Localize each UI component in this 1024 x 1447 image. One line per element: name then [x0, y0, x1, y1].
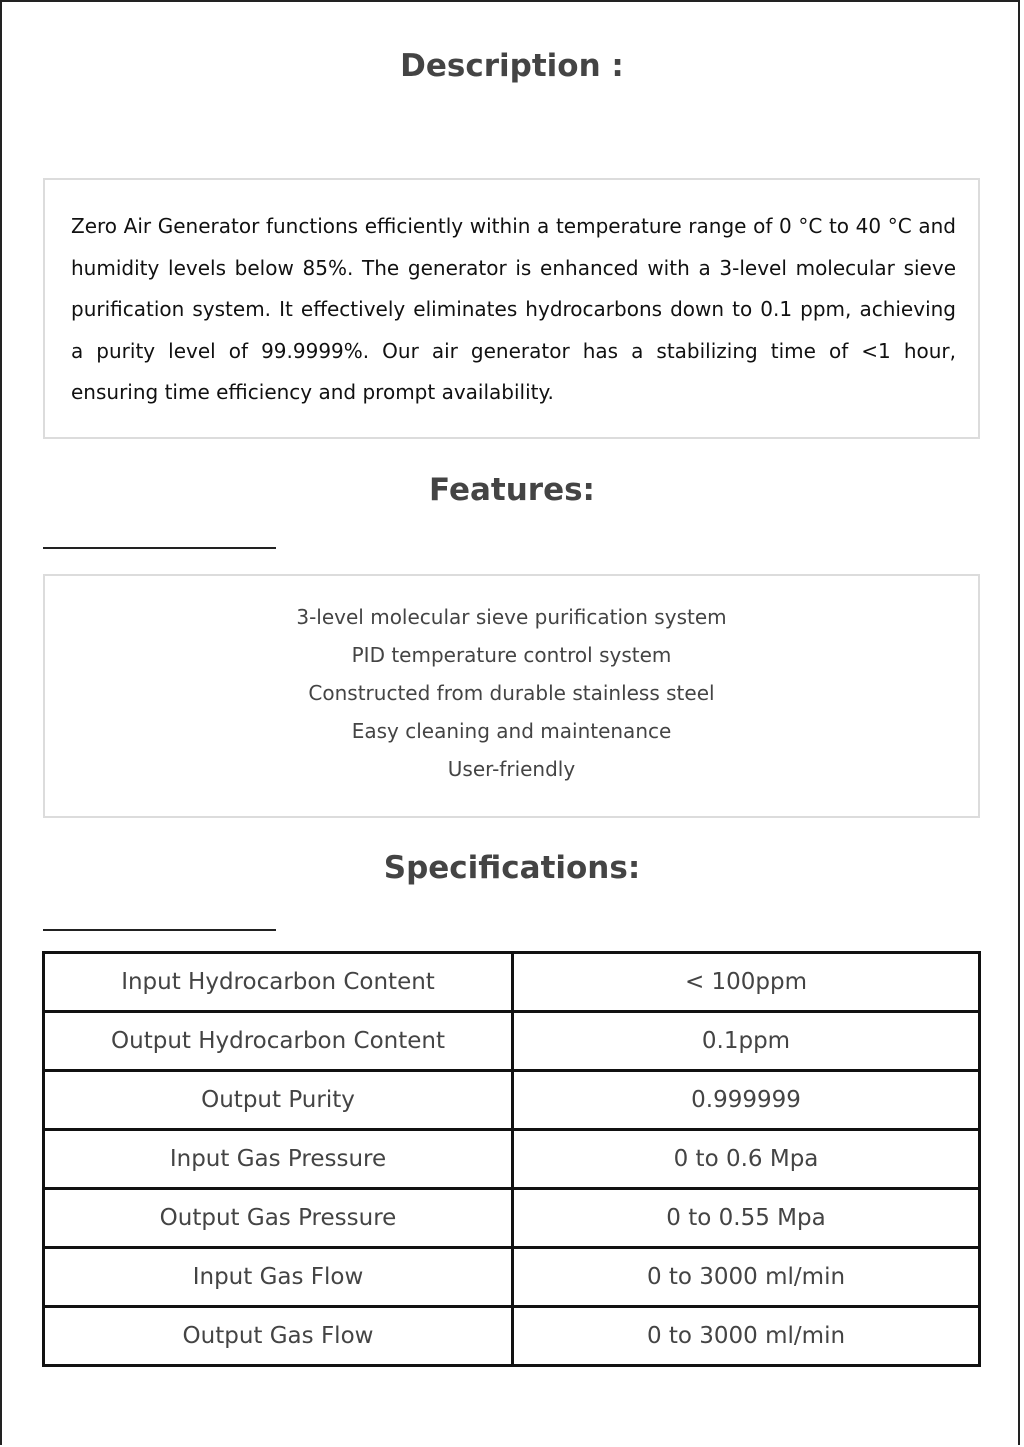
features-divider: [43, 547, 276, 549]
features-list: [45, 598, 978, 788]
feature-item: PID temperature control system: [351, 643, 672, 667]
spec-value: 0 to 3000 ml/min: [513, 1307, 980, 1366]
table-row: [44, 953, 980, 1012]
table-row: [44, 1012, 980, 1071]
spec-value: 0.1ppm: [513, 1012, 980, 1071]
spec-label: Output Gas Pressure: [44, 1189, 513, 1248]
specifications-heading: Specifications:: [383, 850, 641, 886]
spec-label: Output Hydrocarbon Content: [44, 1012, 513, 1071]
spec-value: < 100ppm: [513, 953, 980, 1012]
description-text: Zero Air Generator functions efficiently within a temperature range of 0 °C to 40 °C and humidity levels below 85%. The generator is enhanced with a 3-level molecular sieve purification system. It effectively eliminates hydrocarbons down to 0.1 ppm, achieving a purity level of 99.9999%. Our air generator has a stabilizing time of <1 hour, ensuring time efficiency and prompt availability.: [71, 214, 956, 404]
table-row: [44, 1189, 980, 1248]
features-heading: Features:: [429, 472, 595, 508]
spec-value: 0 to 0.6 Mpa: [513, 1130, 980, 1189]
feature-item: User-friendly: [447, 757, 576, 781]
spec-value: 0 to 3000 ml/min: [513, 1248, 980, 1307]
feature-item: Easy cleaning and maintenance: [351, 719, 672, 743]
spec-label: Input Hydrocarbon Content: [44, 953, 513, 1012]
table-row: [44, 1130, 980, 1189]
table-row: [44, 1307, 980, 1366]
spec-label: Input Gas Flow: [44, 1248, 513, 1307]
spec-value: 0 to 0.55 Mpa: [513, 1189, 980, 1248]
spec-label: Output Purity: [44, 1071, 513, 1130]
table-row: [44, 1071, 980, 1130]
description-box: [43, 178, 980, 439]
spec-label: Input Gas Pressure: [44, 1130, 513, 1189]
description-heading: Description :: [400, 48, 624, 84]
features-box: [43, 574, 980, 818]
spec-label: Output Gas Flow: [44, 1307, 513, 1366]
feature-item: Constructed from durable stainless steel: [308, 681, 715, 705]
specifications-divider: [43, 929, 276, 931]
table-row: [44, 1248, 980, 1307]
specifications-table: [42, 951, 981, 1367]
spec-value: 0.999999: [513, 1071, 980, 1130]
feature-item: 3-level molecular sieve purification system: [296, 605, 727, 629]
